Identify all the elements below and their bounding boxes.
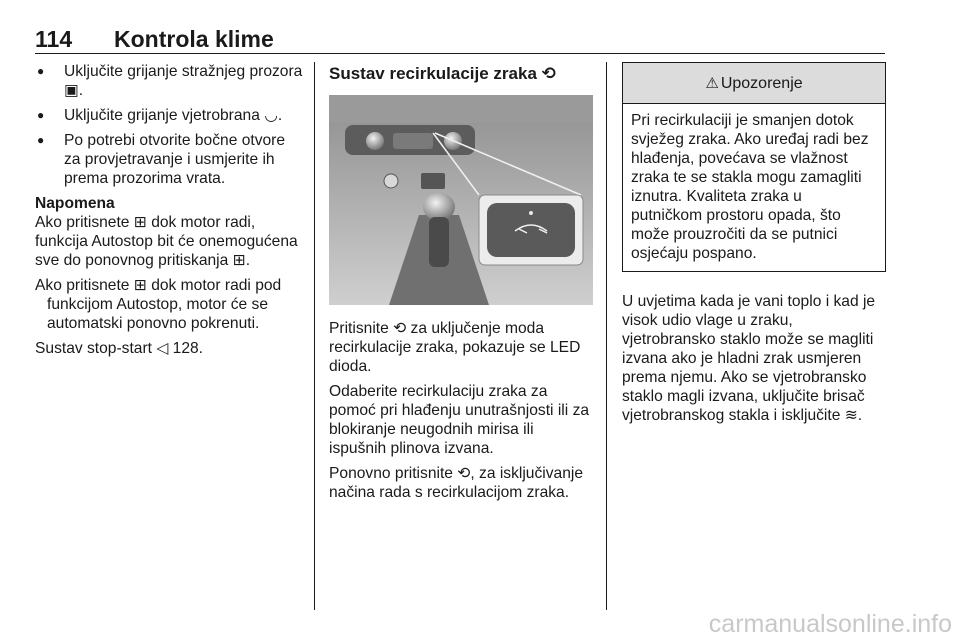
paragraph: Ponovno pritisnite ⟲, za isključivanje načina rada s recirkulacijom zraka. [329,465,584,501]
list-item: ● Uključite grijanje vjetrobrana ◡. [35,106,303,125]
page-header [35,20,885,56]
list-item: ● Po potrebi otvorite bočne otvore za provjetravanje i usmjerite ih prema prozorima vrata. [35,131,303,188]
page-number: 114 [35,26,73,52]
section-heading: Sustav recirkulacije zraka ⟲ [329,64,556,83]
watermark: carmanualsonline.info [708,610,952,638]
paragraph: Pritisnite ⟲ za uključenje moda recirkulacije zraka, pokazuje se LED dioda. [329,320,581,375]
warning-box [622,62,886,272]
note-paragraph: Ako pritisnete ⊞ dok motor radi pod funkcijom Autostop, motor će se automatski ponovno pokrenuti. [35,277,282,332]
paragraph: Odaberite recirkulaciju zraka za pomoć pri hlađenju unutrašnjosti ili za blokiranje neugodnih mirisa ili ispušnih plinova izvana. [329,383,590,457]
list-item: ● Uključite grijanje stražnjeg prozora ▣. [35,62,303,100]
column-divider [606,62,607,610]
warning-header [623,63,885,104]
page-title: Kontrola klime [114,26,274,52]
header-rule [35,53,885,54]
bullet-list [35,62,303,188]
warning-triangle-icon: ⚠ [705,74,719,92]
column-left [35,62,303,364]
warning-title: Upozorenje [720,74,803,92]
column-divider [314,62,315,610]
warning-text: Pri recirkulaciji je smanjen dotok svježeg zraka. Ako uređaj radi bez hlađenja, povećava se vlažnost zraka te se stakla mogu zamagliti iznutra. Kvaliteta zraka u putničkom prostoru opada, što može prouzročiti da se putnici osjećaju pospano. [631,112,869,262]
paragraph: U uvjetima kada je vani toplo i kad je visok udio vlage u zraku, vjetrobransko staklo može se magliti izvana ako je hladni zrak usmjeren prema njemu. Ako se vjetrobransko staklo magli izvana, uključite brisač vjetrobranskog stakla i isključite ≋. [622,293,876,424]
console-photo [329,95,593,305]
note-heading: Napomena [35,195,115,212]
cross-reference[interactable]: Sustav stop-start ◁ 128. [35,340,204,357]
column-right [622,62,884,431]
note-paragraph: Ako pritisnete ⊞ dok motor radi, funkcija Autostop bit će onemogućena sve do ponovnog pritiskanja ⊞. [35,214,298,269]
column-middle [329,62,593,508]
